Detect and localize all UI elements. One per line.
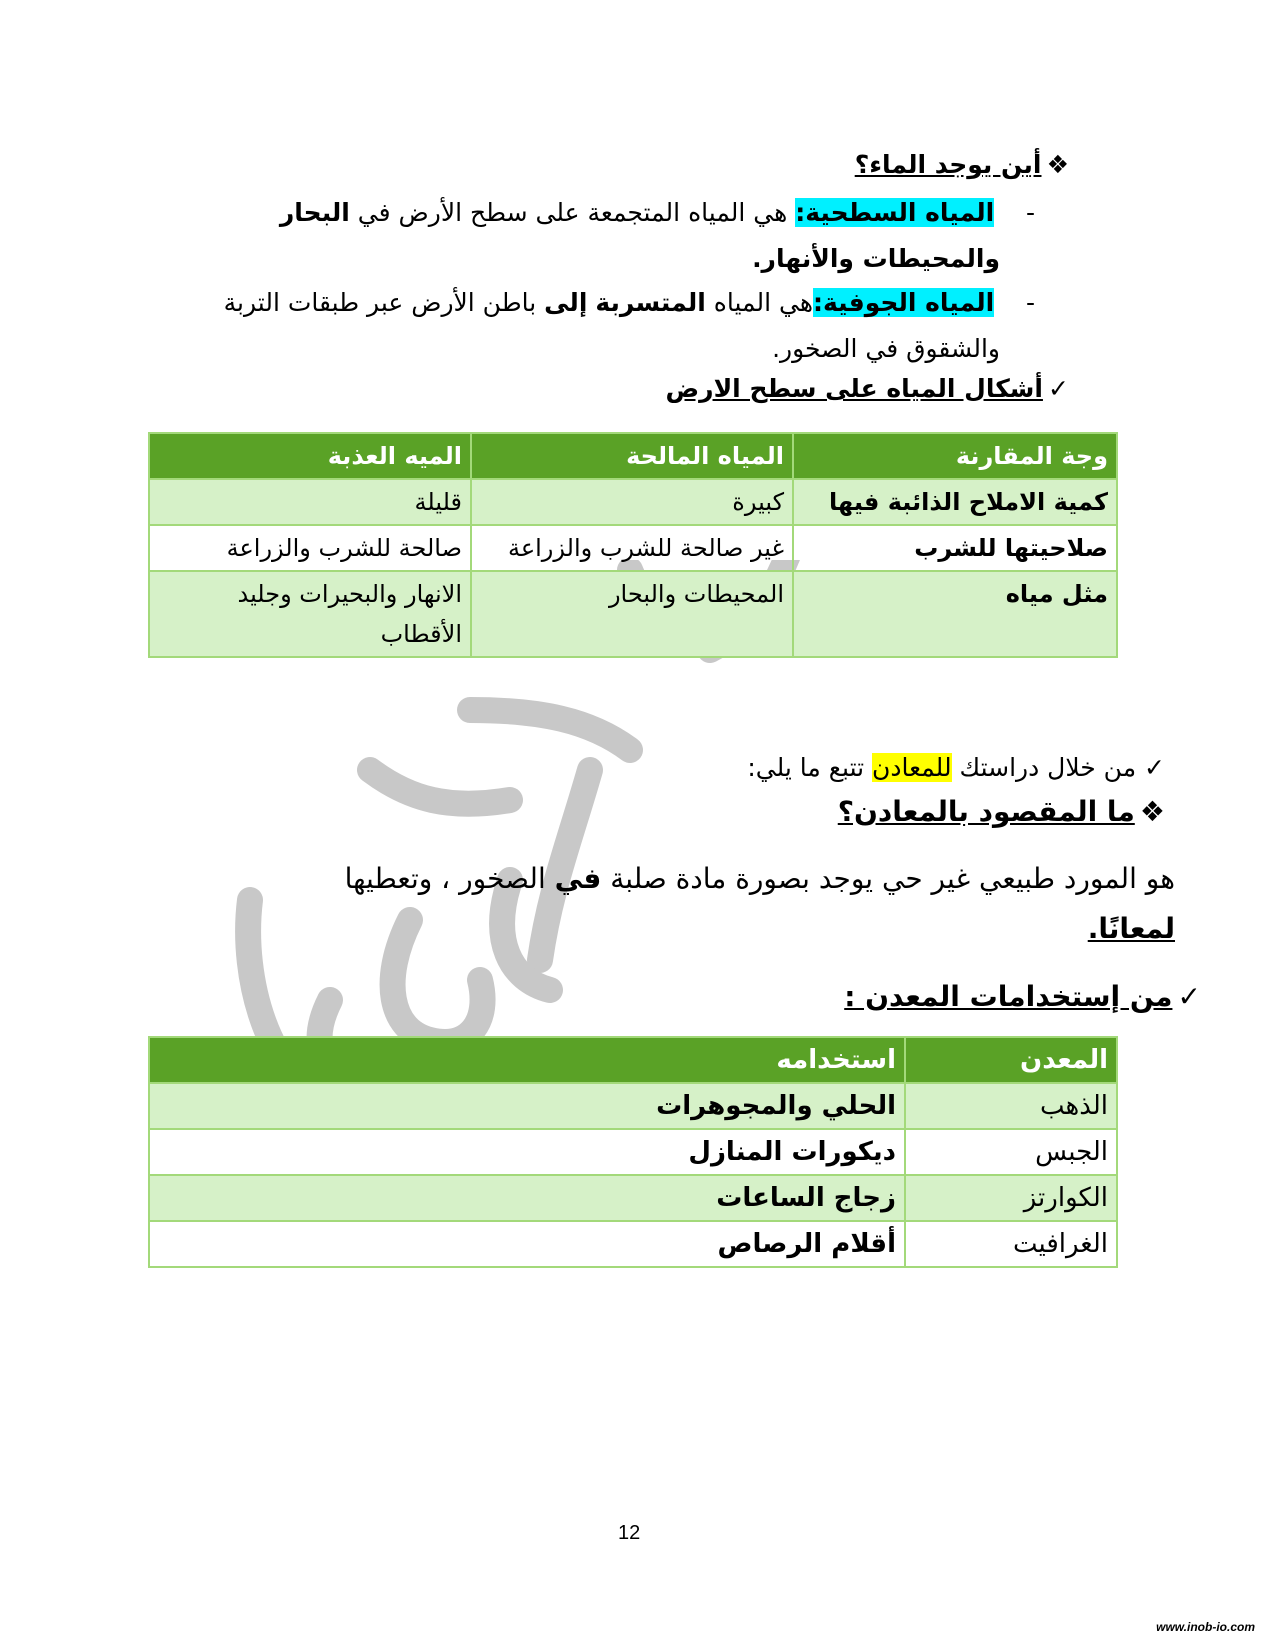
table-row (149, 1083, 1117, 1129)
surface-water-bold-seas: البحار (279, 198, 350, 227)
definition-bold-in: في (554, 862, 602, 895)
table-cell: صلاحيتها للشرب (793, 525, 1117, 571)
table-cell: الجبس (905, 1129, 1117, 1175)
section-water-location-heading (855, 150, 1069, 179)
section-mineral-definition-heading (838, 795, 1165, 828)
surface-water-paragraph (205, 190, 1035, 236)
table-cell: زجاج الساعات (149, 1175, 905, 1221)
mineral-uses-table (148, 1036, 1118, 1268)
ground-water-line2: والشقوق في الصخور. (772, 334, 1000, 363)
table-cell: الانهار والبحيرات وجليد الأقطاب (149, 571, 471, 657)
diamond-bullet-icon: ❖ (1046, 150, 1069, 179)
table-cell: كبيرة (471, 479, 793, 525)
table-header-cell: الميه العذبة (149, 433, 471, 479)
table-cell: أقلام الرصاص (149, 1221, 905, 1267)
table-cell: غير صالحة للشرب والزراعة (471, 525, 793, 571)
water-comparison-table (148, 432, 1118, 658)
check-icon: ✓ (1048, 374, 1069, 403)
surface-water-line2: والمحيطات والأنهار. (752, 244, 1000, 273)
ground-water-bold-seeping: المتسربة (595, 288, 706, 317)
mineral-definition-paragraph (215, 862, 1175, 895)
table-row (149, 571, 1117, 657)
table-header-cell: وجة المقارنة (793, 433, 1117, 479)
check-icon: ✓ (1177, 980, 1201, 1013)
surface-water-term: المياه السطحية: (795, 198, 995, 227)
table-cell: الغرافيت (905, 1221, 1117, 1267)
site-link[interactable]: www.inob-io.com (1156, 1620, 1255, 1634)
ground-water-paragraph (135, 280, 1035, 326)
section-water-forms-heading (666, 374, 1069, 403)
table-row (149, 1221, 1117, 1267)
definition-text1: هو المورد طبيعي غير حي يوجد بصورة مادة صلبة (601, 862, 1175, 895)
table-cell: المحيطات والبحار (471, 571, 793, 657)
table-cell: الحلي والمجوهرات (149, 1083, 905, 1129)
table-header-row (149, 433, 1117, 479)
heading-what-are-minerals: ما المقصود بالمعادن؟ (837, 795, 1135, 828)
table-header-cell: المعدن (905, 1037, 1117, 1083)
minerals-highlight: للمعادن (872, 753, 952, 782)
ground-water-text3: باطن الأرض عبر طبقات التربة (223, 288, 545, 317)
page-number: 12 (618, 1522, 641, 1544)
table-cell: قليلة (149, 479, 471, 525)
table-cell: ديكورات المنازل (149, 1129, 905, 1175)
ground-water-text1: هي المياه (705, 288, 814, 317)
table-row (149, 1175, 1117, 1221)
list-dash: - (1025, 198, 1035, 227)
table-cell: كمية الاملاح الذائبة فيها (793, 479, 1117, 525)
table-row (149, 479, 1117, 525)
table-header-cell: المياه المالحة (471, 433, 793, 479)
table-header-cell: استخدامه (149, 1037, 905, 1083)
table-header-row (149, 1037, 1117, 1083)
surface-water-text: هي المياه المتجمعة على سطح الأرض في (349, 198, 796, 227)
table-row (149, 1129, 1117, 1175)
minerals-intro-text2: تتبع ما يلي: (747, 753, 873, 782)
table-cell: صالحة للشرب والزراعة (149, 525, 471, 571)
table-cell: مثل مياه (793, 571, 1117, 657)
check-icon: ✓ (1144, 753, 1165, 782)
ground-water-bold-to: إلى (544, 288, 588, 317)
definition-text2: الصخور ، وتعطيها (344, 862, 555, 895)
section-mineral-uses-heading (844, 980, 1201, 1013)
heading-mineral-uses: من إستخدامات المعدن : (844, 980, 1173, 1013)
table-cell: الذهب (905, 1083, 1117, 1129)
heading-where-is-water: أين يوجد الماء؟ (854, 150, 1042, 179)
diamond-bullet-icon: ❖ (1139, 795, 1165, 828)
ground-water-term: المياه الجوفية: (813, 288, 995, 317)
heading-water-forms: أشكال المياه على سطح الارض (665, 374, 1043, 403)
table-cell: الكوارتز (905, 1175, 1117, 1221)
table-row (149, 525, 1117, 571)
list-dash: - (1025, 288, 1035, 317)
minerals-intro-text1: من خلال دراستك (951, 753, 1137, 782)
definition-line2: لمعانًا. (1087, 912, 1175, 945)
minerals-intro-line (747, 745, 1165, 791)
